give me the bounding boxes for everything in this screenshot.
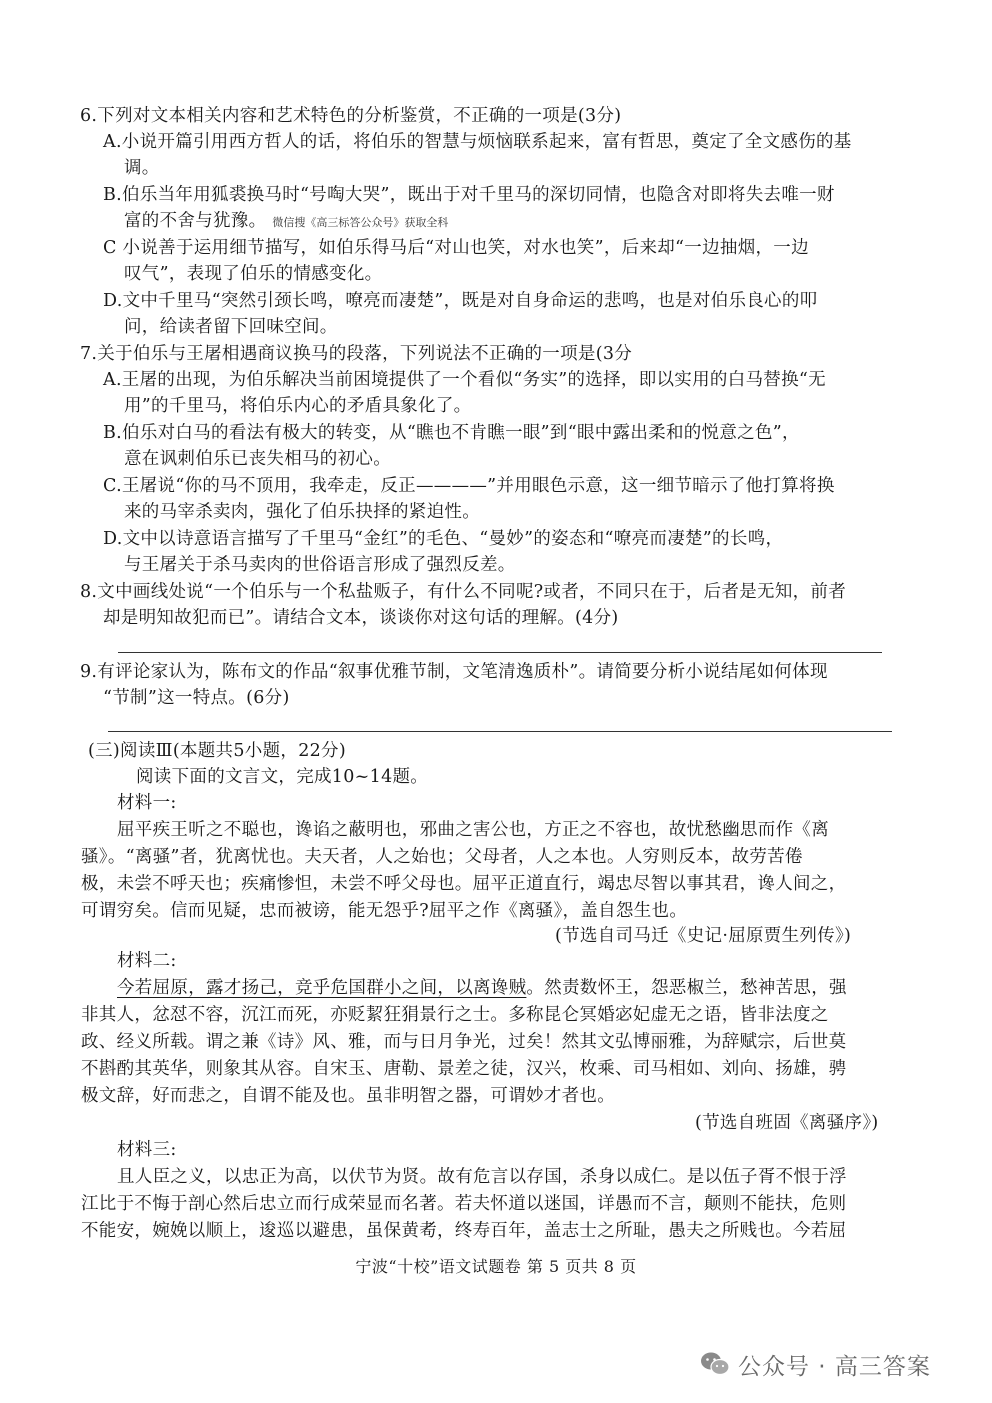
q7-option-d-line2: 与王屠关于杀马卖肉的世俗语言形成了强烈反差。 xyxy=(124,555,516,575)
wechat-icon xyxy=(700,1351,730,1377)
q8-answer-line xyxy=(118,652,882,653)
material2-line3: 政、经义所载。谓之兼《诗》风、雅，而与日月争光，过矣！然其文弘博丽雅，为辞赋宗，后世莫 xyxy=(81,1032,847,1052)
material2-line4: 不斟酌其英华，则象其从容。自宋玉、唐勒、景差之徒，汉兴，枚乘、司马相如、刘向、扬雄，骋 xyxy=(81,1059,847,1079)
q6-option-b-line1: B.伯乐当年用狐裘换马时“号啕大哭”，既出于对千里马的深切同情，也隐含对即将失去唯一财 xyxy=(103,185,835,205)
q7-option-b-line2: 意在讽刺伯乐已丧失相马的初心。 xyxy=(124,449,391,469)
q6-stem: 6.下列对文本相关内容和艺术特色的分析鉴赏，不正确的一项是(3分) xyxy=(80,106,622,126)
page-footer: 宁波“十校”语文试题卷 第 5 页共 8 页 xyxy=(355,1257,637,1276)
q7-option-a-line1: A.王屠的出现，为伯乐解决当前困境提供了一个看似“务实”的选择，即以实用的白马替换“无 xyxy=(103,370,826,390)
material3-line2: 江比于不悔于剖心然后忠立而行成荣显而名著。若夫怀道以迷国，详愚而不言，颠则不能扶，危则 xyxy=(81,1194,847,1214)
brand-watermark xyxy=(700,1347,931,1381)
q7-stem: 7.关于伯乐与王屠相遇商议换马的段落，下列说法不正确的一项是(3分 xyxy=(80,344,633,364)
q7-option-b-line1: B.伯乐对白马的看法有极大的转变，从“瞧也不肯瞧一眼”到“眼中露出柔和的悦意之色”， xyxy=(103,423,800,443)
material2-source: (节选自班固《离骚序》) xyxy=(695,1113,879,1133)
material2-line2: 非其人，忿怼不容，沉江而死，亦贬絜狂狷景行之士。多称昆仑冥婚宓妃虚无之语，皆非法度之 xyxy=(81,1005,829,1025)
material3-label: 材料三: xyxy=(117,1140,177,1160)
underlined-passage: 今若屈原，露才扬己，竞乎危国群小之间，以离谗贼 xyxy=(117,978,527,998)
q8-line1: 8.文中画线处说“一个伯乐与一个私盐贩子，有什么不同呢?或者，不同只在于，后者是无知，前者 xyxy=(80,582,847,602)
q9-line2: “节制”这一特点。(6分) xyxy=(103,688,290,708)
q7-option-d-line1: D.文中以诗意语言描写了千里马“金红”的毛色、“曼妙”的姿态和“嘹亮而凄楚”的长鸣， xyxy=(103,529,784,549)
q7-option-c-line2: 来的马宰杀卖肉，强化了伯乐抉择的紧迫性。 xyxy=(124,502,480,522)
q6-option-d-line1: D.文中千里马“突然引颈长鸣，嘹亮而凄楚”，既是对自身命运的悲鸣，也是对伯乐良心的叩 xyxy=(103,291,818,311)
material3-line1: 且人臣之义，以忠正为高，以伏节为贤。故有危言以存国，杀身以成仁。是以伍子胥不恨于浮 xyxy=(117,1167,847,1187)
q6-option-a-line1: A.小说开篇引用西方哲人的话，将伯乐的智慧与烦恼联系起来，富有哲思，奠定了全文感伤的基 xyxy=(103,132,852,152)
material1-line4: 可谓穷矣。信而见疑，忠而被谤，能无怨乎?屈平之作《离骚》，盖自怨生也。 xyxy=(81,901,688,921)
section-instruction: 阅读下面的文言文，完成10~14题。 xyxy=(136,767,429,787)
q6-option-d-line2: 问，给读者留下回味空间。 xyxy=(124,317,338,337)
material1-line3: 极，未尝不呼天也；疾痛惨怛，未尝不呼父母也。屈平正道直行，竭忠尽智以事其君，谗人间之， xyxy=(81,874,847,894)
material2-label: 材料二: xyxy=(117,951,177,971)
brand-text: 公众号 · 高三答案 xyxy=(738,1353,931,1380)
material3-line3: 不能安，婉娩以顺上，逡巡以避患，虽保黄耇，终寿百年，盖志士之所耻，愚夫之所贱也。今若屈 xyxy=(81,1221,847,1241)
q6-option-a-line2: 调。 xyxy=(124,158,160,178)
q7-option-c-line1: C.王屠说“你的马不顶用，我牵走，反正————”并用眼色示意，这一细节暗示了他打算将换 xyxy=(103,476,835,496)
inline-watermark: 微信搜《高三标答公众号》获取全科 xyxy=(272,216,449,229)
material2-line5: 极文辞，好而悲之，自谓不能及也。虽非明智之器，可谓妙才者也。 xyxy=(81,1086,615,1106)
material1-line2: 骚》。“离骚”者，犹离忧也。夫天者，人之始也；父母者，人之本也。人穷则反本，故劳苦倦 xyxy=(81,847,803,867)
q7-option-a-line2: 用”的千里马，将伯乐内心的矛盾具象化了。 xyxy=(124,396,472,416)
material1-label: 材料一: xyxy=(117,793,177,813)
q6-option-c-line1: C 小说善于运用细节描写，如伯乐得马后“对山也笑，对水也笑”，后来却“一边抽烟，一边 xyxy=(103,238,809,258)
material1-line1: 屈平疾王听之不聪也，谗谄之蔽明也，邪曲之害公也，方正之不容也，故忧愁幽思而作《离 xyxy=(117,820,829,840)
material2-line1: 今若屈原，露才扬己，竞乎危国群小之间，以离谗贼。然责数怀王，怨恶椒兰，愁神苦思，强 xyxy=(117,978,847,998)
material1-source: (节选自司马迁《史记·屈原贾生列传》) xyxy=(555,926,852,946)
q6-option-b-line2: 富的不舍与犹豫。 微信搜《高三标答公众号》获取全科 xyxy=(124,211,449,231)
q9-answer-line xyxy=(108,731,892,732)
q8-line2: 却是明知故犯而已”。请结合文本，谈谈你对这句话的理解。(4分) xyxy=(103,608,619,628)
section-heading: (三)阅读Ⅲ(本题共5小题，22分) xyxy=(88,741,346,761)
q9-line1: 9.有评论家认为，陈布文的作品“叙事优雅节制，文笔清逸质朴”。请简要分析小说结尾如何体现 xyxy=(80,662,828,682)
q6-option-c-line2: 叹气”，表现了伯乐的情感变化。 xyxy=(124,264,383,284)
